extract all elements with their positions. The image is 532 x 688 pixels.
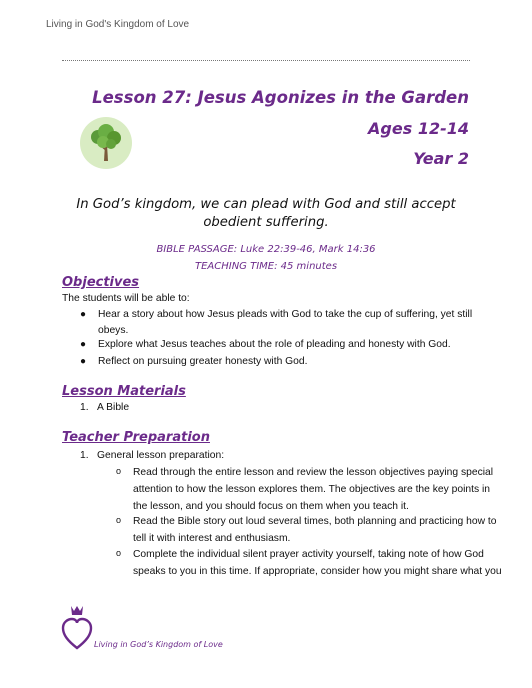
preparation-heading: Teacher Preparation bbox=[62, 430, 210, 445]
sub-item-line: Complete the individual silent prayer activity yourself, taking note of how God bbox=[133, 549, 484, 560]
materials-heading: Lesson Materials bbox=[62, 384, 186, 399]
bullet-icon: ● bbox=[80, 339, 87, 350]
header-divider bbox=[62, 60, 470, 61]
ages-label: Ages 12-14 bbox=[368, 119, 469, 138]
objectives-intro: The students will be able to: bbox=[62, 293, 190, 304]
material-text: A Bible bbox=[97, 402, 130, 413]
bullet-icon: ● bbox=[80, 356, 87, 367]
sub-bullet-icon: o bbox=[116, 548, 122, 558]
sub-item-line: Read through the entire lesson and review the lesson objectives paying special bbox=[133, 467, 494, 478]
sub-bullet-icon: o bbox=[116, 515, 122, 525]
teaching-time: TEACHING TIME: 45 minutes bbox=[194, 261, 338, 272]
objective-text: Reflect on pursuing greater honesty with God. bbox=[98, 356, 308, 367]
item-number: 1. bbox=[80, 450, 89, 461]
objective-text: Explore what Jesus teaches about the role of pleading and honesty with God. bbox=[98, 339, 451, 350]
sub-item-line: speaks to you in this time. If appropriate, consider how you might share what you bbox=[133, 566, 502, 577]
objective-text bbox=[98, 307, 472, 339]
sub-item-line: attention to how the lesson explores them. The objectives are the key points in bbox=[133, 484, 490, 495]
sub-item-text bbox=[133, 513, 496, 547]
footer-text: Living in God’s Kingdom of Love bbox=[94, 640, 223, 649]
lesson-title: Lesson 27: Jesus Agonizes in the Garden bbox=[92, 88, 469, 107]
sub-item-line: Read the Bible story out loud several times, both planning and practicing how to bbox=[133, 516, 497, 527]
sub-item-line: tell it with interest and enthusiasm. bbox=[133, 533, 291, 544]
objectives-heading: Objectives bbox=[62, 275, 140, 290]
preparation-item-text: General lesson preparation: bbox=[97, 450, 225, 461]
theme-line-1: In God’s kingdom, we can plead with God and still accept bbox=[76, 197, 456, 212]
crowned-heart-icon bbox=[60, 604, 94, 657]
page-header-text: Living in God's Kingdom of Love bbox=[46, 19, 190, 30]
sub-item-text bbox=[133, 546, 502, 580]
theme-statement bbox=[62, 196, 470, 232]
sub-bullet-icon: o bbox=[116, 466, 122, 476]
tree-icon bbox=[80, 117, 132, 169]
sub-item-text bbox=[133, 464, 493, 515]
bullet-icon: ● bbox=[80, 309, 87, 320]
objective-line: Hear a story about how Jesus pleads with God to take the cup of suffering, yet still bbox=[98, 309, 473, 320]
objective-line: obeys. bbox=[98, 325, 129, 336]
bible-passage: BIBLE PASSAGE: Luke 22:39-46, Mark 14:36 bbox=[156, 244, 376, 255]
year-label: Year 2 bbox=[413, 149, 469, 168]
theme-line-2: obedient suffering. bbox=[203, 215, 329, 230]
sub-item-line: the lesson, and you should focus on them when you teach it. bbox=[133, 501, 409, 512]
item-number: 1. bbox=[80, 402, 89, 413]
